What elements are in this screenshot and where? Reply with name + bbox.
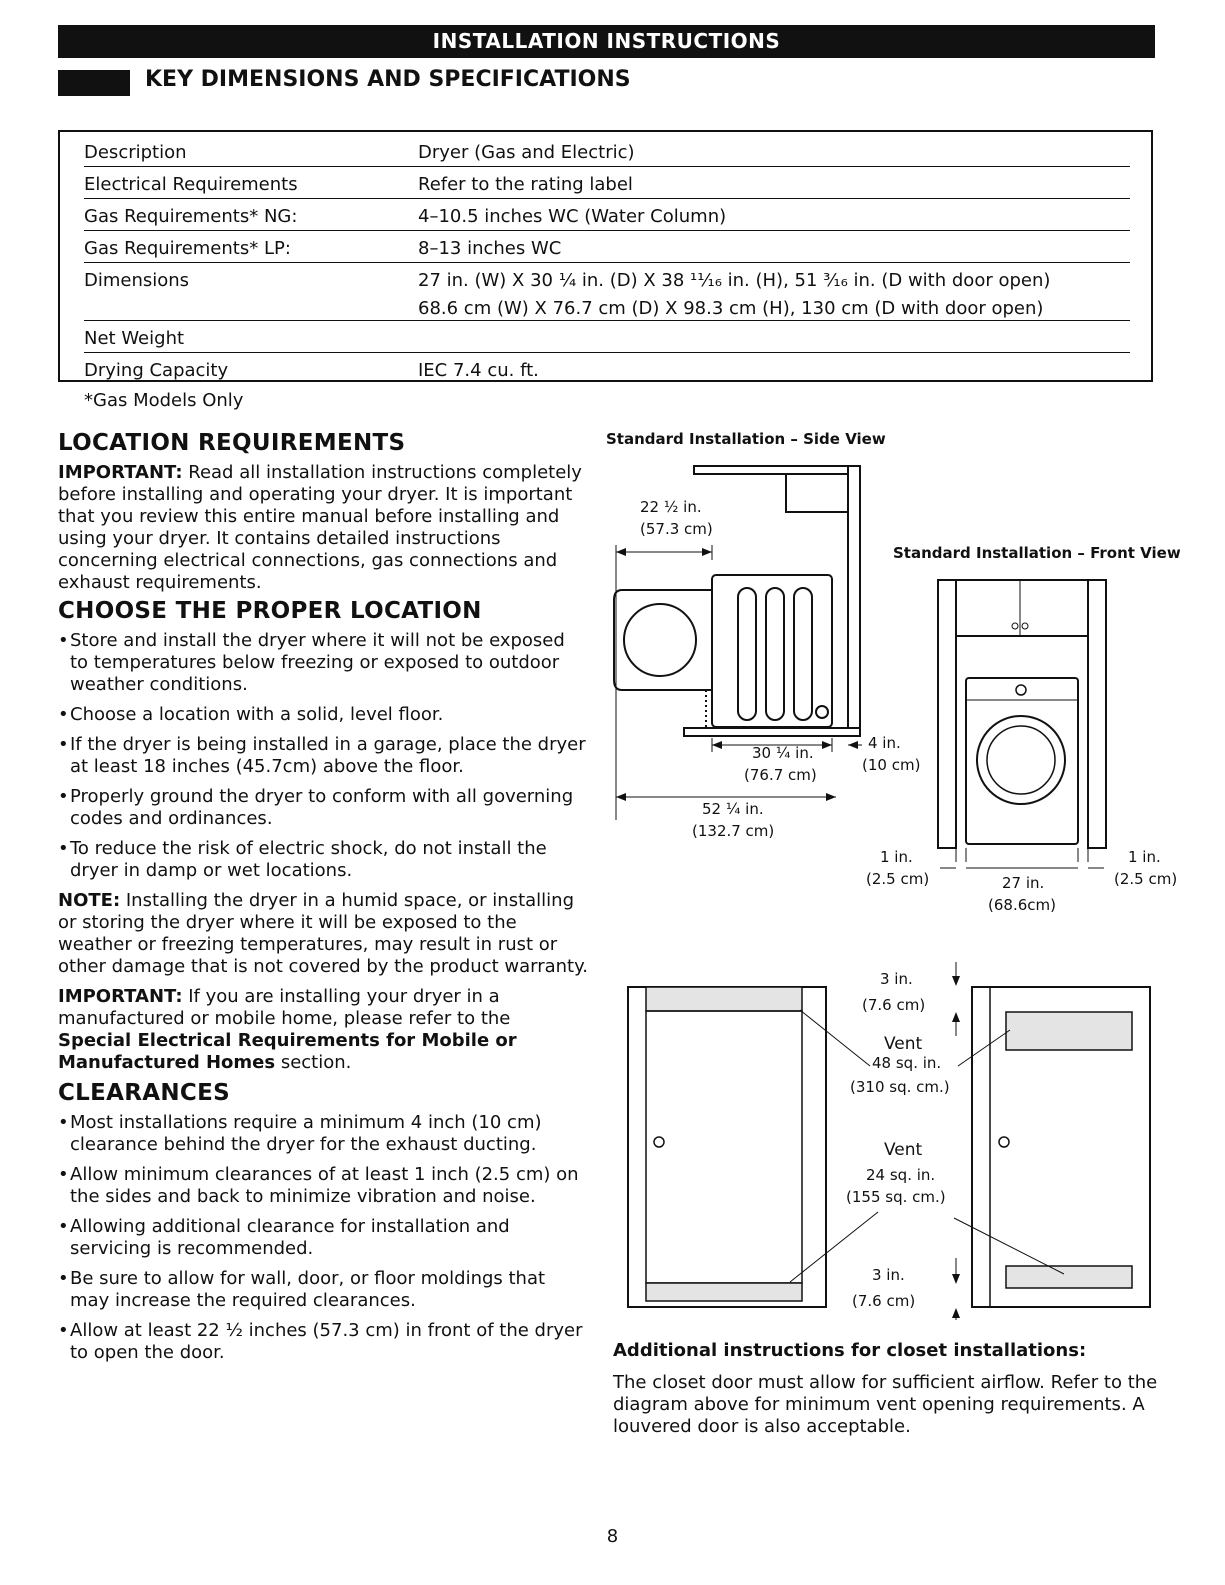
side-floor bbox=[684, 728, 860, 736]
list-item: • Be sure to allow for wall, door, or floor moldings that may increase the required clearances. bbox=[58, 1268, 588, 1312]
list-item: • Choose a location with a solid, level floor. bbox=[58, 704, 588, 726]
list-item: • Properly ground the dryer to conform with all governing codes and ordinances. bbox=[58, 786, 588, 830]
arrow bbox=[616, 548, 626, 556]
side-back-wall bbox=[848, 466, 860, 736]
section-banner: INSTALLATION INSTRUCTIONS bbox=[58, 25, 1155, 58]
important-text: Read all installation instructions completely before installing and operating your dryer. It is important that you review this entire manual before installing and using your dryer. It contains detailed instructions concerning electrical connections, gas connections and exhaust requirements. bbox=[58, 462, 582, 593]
dim-label: (2.5 cm) bbox=[1114, 870, 1178, 888]
front-dryer-glass bbox=[987, 726, 1055, 794]
dim-label: (7.6 cm) bbox=[852, 1292, 916, 1310]
front-dryer bbox=[966, 678, 1078, 844]
vent-label: Vent bbox=[884, 1140, 923, 1160]
vent-area: 24 sq. in. bbox=[866, 1166, 936, 1184]
note-text: Installing the dryer in a humid space, or installing or storing the dryer where it will be exposed to the weather or freezing temperatures, may result in rust or other damage that is not covered by the product warranty. bbox=[58, 890, 588, 977]
note-label: NOTE: bbox=[58, 890, 121, 911]
closet-bottom-vent bbox=[646, 1283, 802, 1301]
side-view-caption: Standard Installation – Side View bbox=[606, 430, 886, 448]
arrow bbox=[616, 793, 626, 801]
page-number: 8 bbox=[606, 1526, 619, 1547]
front-left-wall bbox=[938, 580, 956, 848]
arrow bbox=[702, 548, 712, 556]
spec-value-metric: 68.6 cm (W) X 76.7 cm (D) X 98.3 cm (H), 130 cm (D with door open) bbox=[418, 298, 1044, 319]
dim-label: (57.3 cm) bbox=[640, 520, 713, 538]
side-dryer-foot bbox=[816, 706, 828, 718]
front-dryer-door bbox=[977, 716, 1065, 804]
arrow bbox=[822, 741, 832, 749]
side-dryer-rib bbox=[794, 588, 812, 720]
clearances-heading: CLEARANCES bbox=[58, 1080, 230, 1106]
important-tail: section. bbox=[275, 1052, 352, 1073]
spec-value: 4–10.5 inches WC (Water Column) bbox=[418, 206, 727, 227]
important-label: IMPORTANT: bbox=[58, 462, 183, 483]
arrow bbox=[952, 1274, 960, 1284]
important-text: If you are installing your dryer in a manufactured or mobile home, please refer to the bbox=[58, 986, 511, 1029]
arrow bbox=[712, 741, 722, 749]
gas-footnote: *Gas Models Only bbox=[84, 390, 244, 411]
side-door-glass bbox=[624, 604, 696, 676]
closet-heading: Additional instructions for closet installations: bbox=[613, 1340, 1087, 1361]
list-item: • Allow at least 22 ½ inches (57.3 cm) in front of the dryer to open the door. bbox=[58, 1320, 588, 1364]
front-view-caption: Standard Installation – Front View bbox=[893, 544, 1181, 562]
spec-key: Drying Capacity bbox=[84, 360, 229, 381]
important-label: IMPORTANT: bbox=[58, 986, 183, 1007]
list-item: • To reduce the risk of electric shock, do not install the dryer in damp or wet locations. bbox=[58, 838, 588, 882]
list-item: • Most installations require a minimum 4 inch (10 cm) clearance behind the dryer for the exhaust ducting. bbox=[58, 1112, 588, 1156]
spec-value: Dryer (Gas and Electric) bbox=[418, 142, 635, 163]
door-knob bbox=[654, 1137, 664, 1147]
vent-area-metric: (155 sq. cm.) bbox=[846, 1188, 946, 1206]
list-item: • Store and install the dryer where it will not be exposed to temperatures below freezing or exposed to outdoor weather conditions. bbox=[58, 630, 588, 696]
dim-label: 4 in. bbox=[868, 734, 901, 752]
choose-heading: CHOOSE THE PROPER LOCATION bbox=[58, 598, 482, 624]
arrow bbox=[848, 741, 858, 749]
leader-line bbox=[800, 1010, 870, 1066]
spec-key: Dimensions bbox=[84, 270, 190, 291]
vent-label: Vent bbox=[884, 1034, 923, 1054]
door-top-louver bbox=[1006, 1012, 1132, 1050]
spec-key: Description bbox=[84, 142, 187, 163]
spec-key: Gas Requirements* LP: bbox=[84, 238, 291, 259]
leader-line bbox=[958, 1030, 1010, 1066]
spec-value: 8–13 inches WC bbox=[418, 238, 562, 259]
dim-label: 22 ½ in. bbox=[640, 498, 702, 516]
closet-instructions bbox=[613, 1340, 1173, 1438]
list-item: • Allow minimum clearances of at least 1 inch (2.5 cm) on the sides and back to minimize vibration and noise. bbox=[58, 1164, 588, 1208]
dim-label: 52 ¼ in. bbox=[702, 800, 764, 818]
dim-label: (7.6 cm) bbox=[862, 996, 926, 1014]
dim-label: 1 in. bbox=[880, 848, 913, 866]
leader-line bbox=[790, 1212, 878, 1282]
spec-key: Electrical Requirements bbox=[84, 174, 298, 195]
dim-label: (2.5 cm) bbox=[866, 870, 930, 888]
arrow bbox=[952, 976, 960, 986]
spec-value: IEC 7.4 cu. ft. bbox=[418, 360, 539, 381]
dim-label: (132.7 cm) bbox=[692, 822, 775, 840]
side-cabinet bbox=[786, 474, 848, 512]
dryer-dial bbox=[1016, 685, 1026, 695]
dim-label: (10 cm) bbox=[862, 756, 921, 774]
dim-label: 3 in. bbox=[880, 970, 913, 988]
front-right-wall bbox=[1088, 580, 1106, 848]
side-top-shelf bbox=[694, 466, 860, 474]
dim-label: (76.7 cm) bbox=[744, 766, 817, 784]
list-item: • Allowing additional clearance for installation and servicing is recommended. bbox=[58, 1216, 588, 1260]
dim-label: 27 in. bbox=[1002, 874, 1045, 892]
arrow bbox=[952, 1308, 960, 1318]
spec-value: Refer to the rating label bbox=[418, 174, 633, 195]
closet-top-vent bbox=[646, 987, 802, 1011]
arrow bbox=[826, 793, 836, 801]
spec-key: Net Weight bbox=[84, 328, 185, 349]
page-title: KEY DIMENSIONS AND SPECIFICATIONS bbox=[145, 67, 631, 92]
vent-area-metric: (310 sq. cm.) bbox=[850, 1078, 950, 1096]
dim-label: 1 in. bbox=[1128, 848, 1161, 866]
dim-label: 3 in. bbox=[872, 1266, 905, 1284]
spec-key: Gas Requirements* NG: bbox=[84, 206, 298, 227]
side-dryer-rib bbox=[738, 588, 756, 720]
dim-label: 30 ¼ in. bbox=[752, 744, 814, 762]
door-knob bbox=[999, 1137, 1009, 1147]
front-view-diagram bbox=[938, 580, 1106, 868]
cabinet-knob bbox=[1012, 623, 1018, 629]
dim-label: (68.6cm) bbox=[988, 896, 1056, 914]
side-dryer-body bbox=[712, 575, 832, 727]
mobile-home-reference: Special Electrical Requirements for Mobile or Manufactured Homes bbox=[58, 1030, 517, 1073]
spec-value: 27 in. (W) X 30 ¹⁄₄ in. (D) X 38 ¹¹⁄₁₆ in. (H), 51 ³⁄₁₆ in. (D with door open) bbox=[418, 270, 1051, 291]
vent-area: 48 sq. in. bbox=[872, 1054, 942, 1072]
location-heading: LOCATION REQUIREMENTS bbox=[58, 430, 406, 456]
door-bottom-louver bbox=[1006, 1266, 1132, 1288]
closet-left-panel bbox=[646, 1011, 802, 1283]
cabinet-knob bbox=[1022, 623, 1028, 629]
arrow bbox=[952, 1012, 960, 1022]
side-dryer-rib bbox=[766, 588, 784, 720]
closet-text: The closet door must allow for sufficient airflow. Refer to the diagram above for minimum vent opening requirements. A louvered door is also acceptable. bbox=[613, 1372, 1158, 1437]
list-item: • If the dryer is being installed in a garage, place the dryer at least 18 inches (45.7cm) above the floor. bbox=[58, 734, 588, 778]
